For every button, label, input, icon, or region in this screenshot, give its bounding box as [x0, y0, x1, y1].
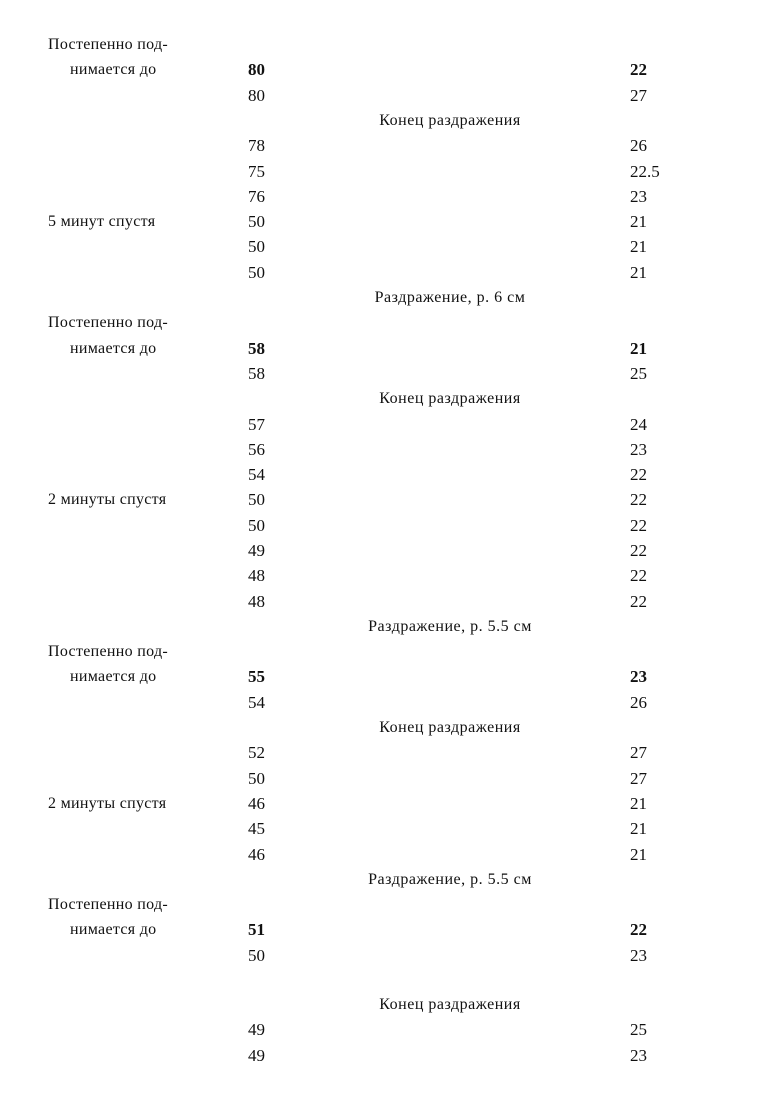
- row-note: нимается до: [70, 668, 157, 685]
- value-column-2: 21: [630, 819, 647, 838]
- value-column-1: 54: [248, 465, 265, 484]
- value-column-2: 22: [630, 566, 647, 585]
- table-row: [0, 83, 760, 109]
- value-column-1: 50: [248, 237, 265, 256]
- row-note: нимается до: [70, 340, 157, 357]
- section-heading: Раздражение, р. 5.5 см: [368, 871, 532, 888]
- value-column-2: 22: [630, 490, 647, 509]
- value-column-1: 50: [248, 212, 265, 231]
- table-row: [0, 209, 760, 235]
- value-column-1: 50: [248, 490, 265, 509]
- table-row: [0, 589, 760, 615]
- row-note: нимается до: [70, 921, 157, 938]
- table-row: [0, 361, 760, 387]
- value-column-2: 23: [630, 440, 647, 459]
- value-column-1: 54: [248, 693, 265, 712]
- value-column-2: 23: [630, 667, 647, 686]
- table-row: [0, 310, 760, 336]
- table-row: [0, 260, 760, 286]
- table-row: [0, 563, 760, 589]
- value-column-2: 27: [630, 86, 647, 105]
- value-column-1: 78: [248, 136, 265, 155]
- value-column-1: 48: [248, 566, 265, 585]
- section-heading-row: [0, 715, 760, 741]
- value-column-1: 46: [248, 794, 265, 813]
- value-column-2: 23: [630, 1046, 647, 1065]
- value-column-1: 76: [248, 187, 265, 206]
- table-row: [0, 234, 760, 260]
- value-column-1: 80: [248, 86, 265, 105]
- table-row: [0, 791, 760, 817]
- value-column-2: 22: [630, 541, 647, 560]
- section-heading: Конец раздражения: [379, 112, 521, 129]
- table-row: [0, 32, 760, 58]
- table-row: [0, 133, 760, 159]
- value-column-2: 22: [630, 60, 647, 79]
- value-column-2: 25: [630, 364, 647, 383]
- value-column-2: 26: [630, 693, 647, 712]
- section-heading-row: [0, 108, 760, 134]
- table-row: [0, 1017, 760, 1043]
- value-column-1: 49: [248, 1046, 265, 1065]
- row-note: 5 минут спустя: [48, 213, 156, 230]
- section-heading-row: [0, 386, 760, 412]
- table-row: [0, 538, 760, 564]
- table-row: [0, 513, 760, 539]
- table-row: [0, 842, 760, 868]
- value-column-1: 45: [248, 819, 265, 838]
- section-heading: Раздражение, р. 6 см: [374, 289, 526, 306]
- value-column-2: 22: [630, 592, 647, 611]
- value-column-2: 27: [630, 769, 647, 788]
- section-heading: Конец раздражения: [379, 996, 521, 1013]
- table-row: [0, 816, 760, 842]
- value-column-2: 21: [630, 212, 647, 231]
- table-row: [0, 740, 760, 766]
- table-row: [0, 437, 760, 463]
- table-row: [0, 487, 760, 513]
- value-column-1: 58: [248, 364, 265, 383]
- row-note: Постепенно под-: [48, 314, 169, 331]
- value-column-2: 21: [630, 237, 647, 256]
- value-column-2: 21: [630, 845, 647, 864]
- table-row: [0, 462, 760, 488]
- value-column-1: 58: [248, 339, 265, 358]
- section-heading-row: [0, 867, 760, 893]
- row-note: 2 минуты спустя: [48, 795, 167, 812]
- value-column-1: 50: [248, 769, 265, 788]
- value-column-1: 56: [248, 440, 265, 459]
- table-row: [0, 690, 760, 716]
- value-column-1: 50: [248, 263, 265, 282]
- value-column-1: 51: [248, 920, 265, 939]
- value-column-1: 50: [248, 516, 265, 535]
- section-heading-row: [0, 614, 760, 640]
- value-column-2: 27: [630, 743, 647, 762]
- value-column-2: 25: [630, 1020, 647, 1039]
- table-row: [0, 892, 760, 918]
- section-heading-row: [0, 992, 760, 1018]
- section-heading-row: [0, 285, 760, 311]
- table-row: [0, 664, 760, 690]
- table-row: [0, 184, 760, 210]
- table-row: [0, 57, 760, 83]
- table-row: [0, 917, 760, 943]
- row-note: Постепенно под-: [48, 896, 169, 913]
- value-column-1: 75: [248, 162, 265, 181]
- section-heading: Конец раздражения: [379, 390, 521, 407]
- value-column-2: 22: [630, 920, 647, 939]
- value-column-1: 48: [248, 592, 265, 611]
- row-note: 2 минуты спустя: [48, 491, 167, 508]
- table-row: [0, 943, 760, 969]
- value-column-2: 22: [630, 516, 647, 535]
- value-column-2: 26: [630, 136, 647, 155]
- row-note: нимается до: [70, 61, 157, 78]
- value-column-1: 49: [248, 541, 265, 560]
- value-column-2: 22.5: [630, 162, 660, 181]
- value-column-1: 52: [248, 743, 265, 762]
- value-column-1: 57: [248, 415, 265, 434]
- table-row: [0, 412, 760, 438]
- section-heading: Раздражение, р. 5.5 см: [368, 618, 532, 635]
- value-column-2: 21: [630, 794, 647, 813]
- value-column-2: 22: [630, 465, 647, 484]
- value-column-2: 23: [630, 187, 647, 206]
- row-note: Постепенно под-: [48, 643, 169, 660]
- table-row: [0, 766, 760, 792]
- table-row: [0, 159, 760, 185]
- table-row: [0, 1043, 760, 1069]
- value-column-2: 24: [630, 415, 647, 434]
- value-column-1: 50: [248, 946, 265, 965]
- value-column-2: 21: [630, 339, 647, 358]
- value-column-1: 55: [248, 667, 265, 686]
- value-column-1: 49: [248, 1020, 265, 1039]
- section-heading: Конец раздражения: [379, 719, 521, 736]
- row-note: Постепенно под-: [48, 36, 169, 53]
- value-column-1: 46: [248, 845, 265, 864]
- value-column-2: 21: [630, 263, 647, 282]
- table-row: [0, 639, 760, 665]
- value-column-2: 23: [630, 946, 647, 965]
- value-column-1: 80: [248, 60, 265, 79]
- table-row: [0, 336, 760, 362]
